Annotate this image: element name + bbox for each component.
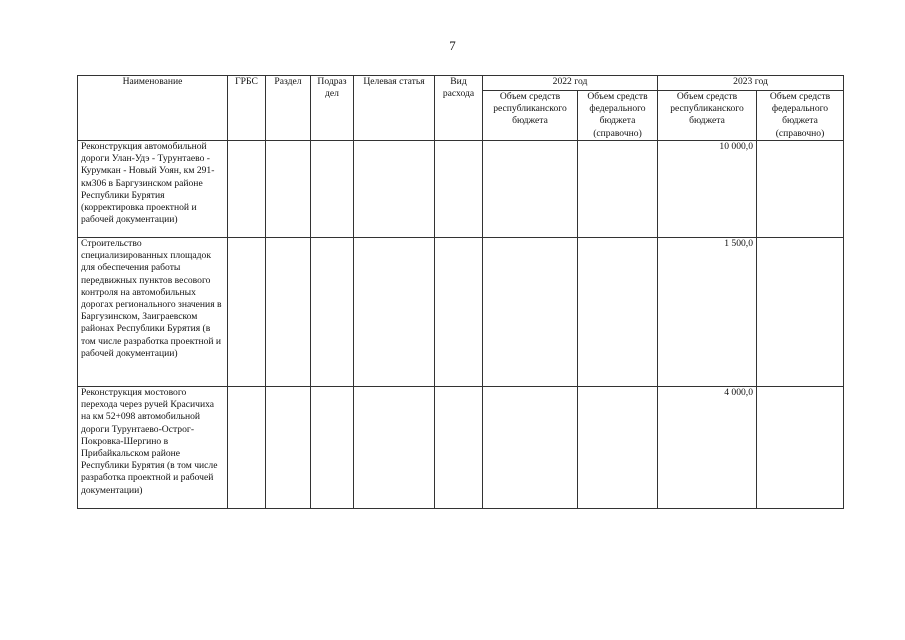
subsection-cell — [311, 141, 354, 238]
col-header-federal-2022: Объем средств федерального бюджета (справочно) — [578, 91, 658, 141]
republican-2022-cell — [483, 387, 578, 509]
col-header-republican-2022: Объем средств республиканского бюджета — [483, 91, 578, 141]
section-cell — [266, 141, 311, 238]
grbs-cell — [228, 387, 266, 509]
subsection-cell — [311, 238, 354, 387]
col-header-expense-type: Вид расхода — [435, 76, 483, 141]
col-header-year-2023: 2023 год — [658, 76, 844, 91]
republican-2023-cell: 1 500,0 — [658, 238, 757, 387]
header-row — [78, 76, 844, 91]
republican-2023-cell: 10 000,0 — [658, 141, 757, 238]
target-item-cell — [354, 238, 435, 387]
target-item-cell — [354, 141, 435, 238]
col-header-name: Наименование — [78, 76, 228, 141]
republican-2022-cell — [483, 141, 578, 238]
row-name-cell: Реконструкция мостового перехода через ручей Красичиха на км 52+098 автомобильной дороги Турунтаево-Острог-Покровка-Шергино в Прибайкальском районе Республики Бурятия (в том числе разработка проектной и рабочей документации) — [78, 387, 228, 509]
col-header-subsection: Подраз дел — [311, 76, 354, 141]
section-cell — [266, 238, 311, 387]
row-name-cell: Строительство специализированных площадок для обеспечения работы передвижных пунктов весового контроля на автомобильных дорогах регионального значения в Баргузинском, Заиграевском районах Республики Бурятия (в том числе разработка проектной и рабочей документации) — [78, 238, 228, 387]
republican-2022-cell — [483, 238, 578, 387]
col-header-year-2022: 2022 год — [483, 76, 658, 91]
budget-table — [77, 75, 844, 509]
page-number: 7 — [449, 38, 456, 53]
subsection-cell — [311, 387, 354, 509]
table-row — [78, 238, 844, 387]
row-name-cell: Реконструкция автомобильной дороги Улан-Удэ - Турунтаево - Курумкан - Новый Уоян, км 291-км306 в Баргузинском районе Республики Бурятия (корректировка проектной и рабочей документации) — [78, 141, 228, 238]
grbs-cell — [228, 238, 266, 387]
republican-2023-cell: 4 000,0 — [658, 387, 757, 509]
col-header-republican-2023: Объем средств республиканского бюджета — [658, 91, 757, 141]
expense-type-cell — [435, 387, 483, 509]
federal-2022-cell — [578, 238, 658, 387]
expense-type-cell — [435, 238, 483, 387]
table-row — [78, 141, 844, 238]
federal-2023-cell — [757, 238, 844, 387]
federal-2022-cell — [578, 141, 658, 238]
federal-2023-cell — [757, 141, 844, 238]
federal-2022-cell — [578, 387, 658, 509]
grbs-cell — [228, 141, 266, 238]
table-row — [78, 387, 844, 509]
col-header-target-item: Целевая статья — [354, 76, 435, 141]
target-item-cell — [354, 387, 435, 509]
col-header-federal-2023: Объем средств федерального бюджета (справочно) — [757, 91, 844, 141]
col-header-grbs: ГРБС — [228, 76, 266, 141]
federal-2023-cell — [757, 387, 844, 509]
col-header-section: Раздел — [266, 76, 311, 141]
section-cell — [266, 387, 311, 509]
expense-type-cell — [435, 141, 483, 238]
